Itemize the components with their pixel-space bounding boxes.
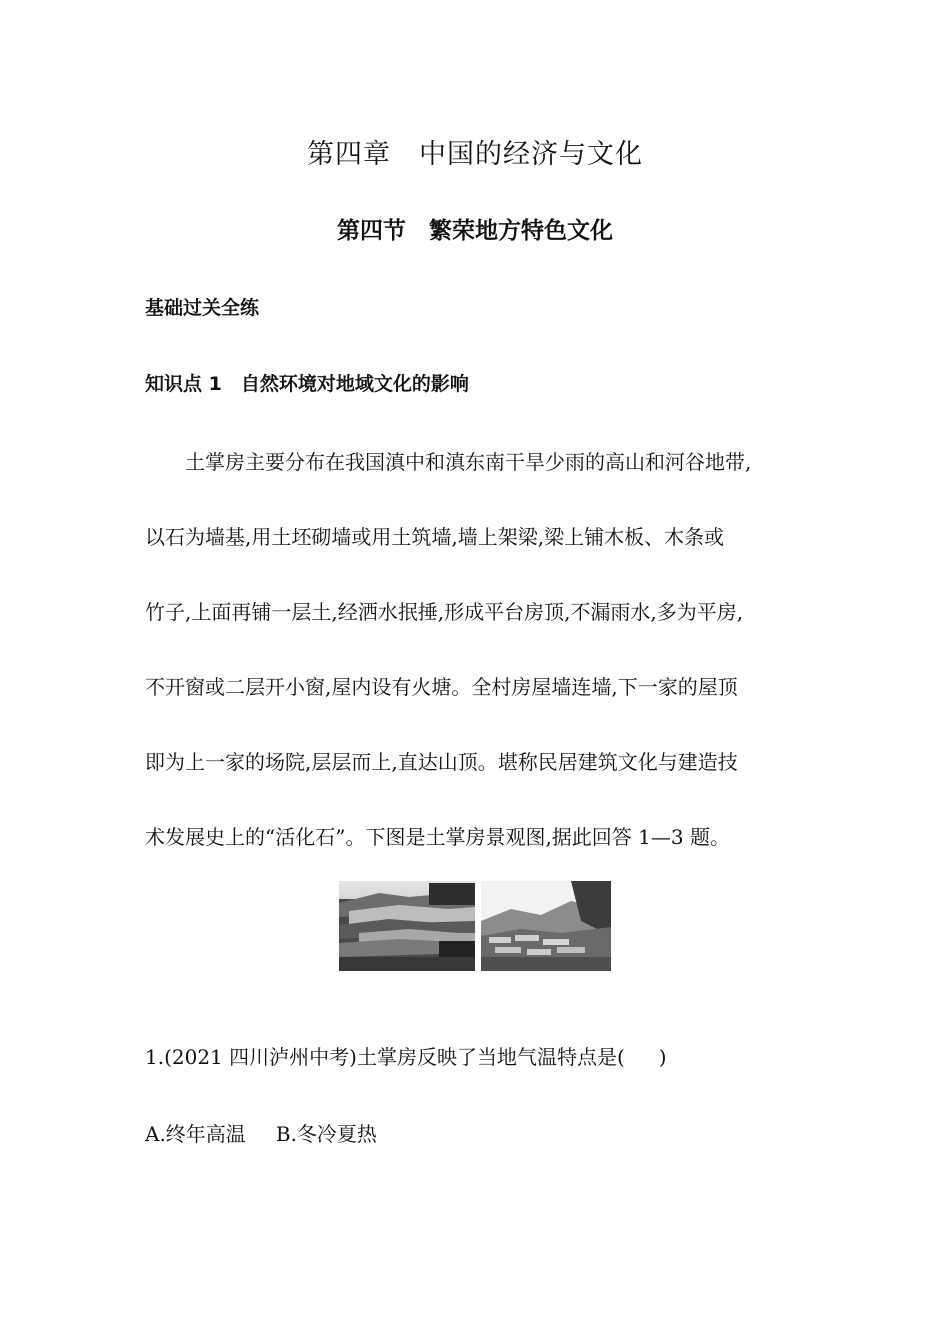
chapter-title: 第四章 中国的经济与文化: [307, 139, 643, 170]
passage-line: 术发展史上的“活化石”。下图是土掌房景观图,据此回答 1—3 题。: [145, 825, 730, 849]
question-1-options: [145, 1118, 377, 1147]
passage-line: 不开窗或二层开小窗,屋内设有火塘。全村房屋墙连墙,下一家的屋顶: [145, 675, 738, 699]
question-1-stem: [145, 1041, 667, 1070]
passage-line: 竹子,上面再铺一层土,经洒水抿捶,形成平台房顶,不漏雨水,多为平房,: [145, 600, 744, 624]
photo-right: [481, 881, 611, 971]
practice-heading: 基础过关全练: [145, 297, 260, 319]
question-1-stem-text: 1.(2021 四川泸州中考)土掌房反映了当地气温特点是(: [145, 1045, 625, 1069]
photo-left: [339, 881, 475, 971]
passage-line: 土掌房主要分布在我国滇中和滇东南干旱少雨的高山和河谷地带,: [145, 450, 752, 474]
tuzhangfang-photos: [339, 881, 611, 971]
option-a: A.终年高温: [145, 1122, 246, 1146]
section-title: 第四节 繁荣地方特色文化: [337, 218, 613, 244]
knowledge-point-heading: 知识点 1 自然环境对地域文化的影响: [145, 373, 469, 395]
passage-line: 即为上一家的场院,层层而上,直达山顶。堪称民居建筑文化与建造技: [145, 750, 738, 774]
question-1-close: ): [658, 1045, 667, 1069]
option-b: B.冬冷夏热: [275, 1122, 377, 1146]
passage-line: 以石为墙基,用土坯砌墙或用土筑墙,墙上架梁,梁上铺木板、木条或: [145, 525, 725, 549]
